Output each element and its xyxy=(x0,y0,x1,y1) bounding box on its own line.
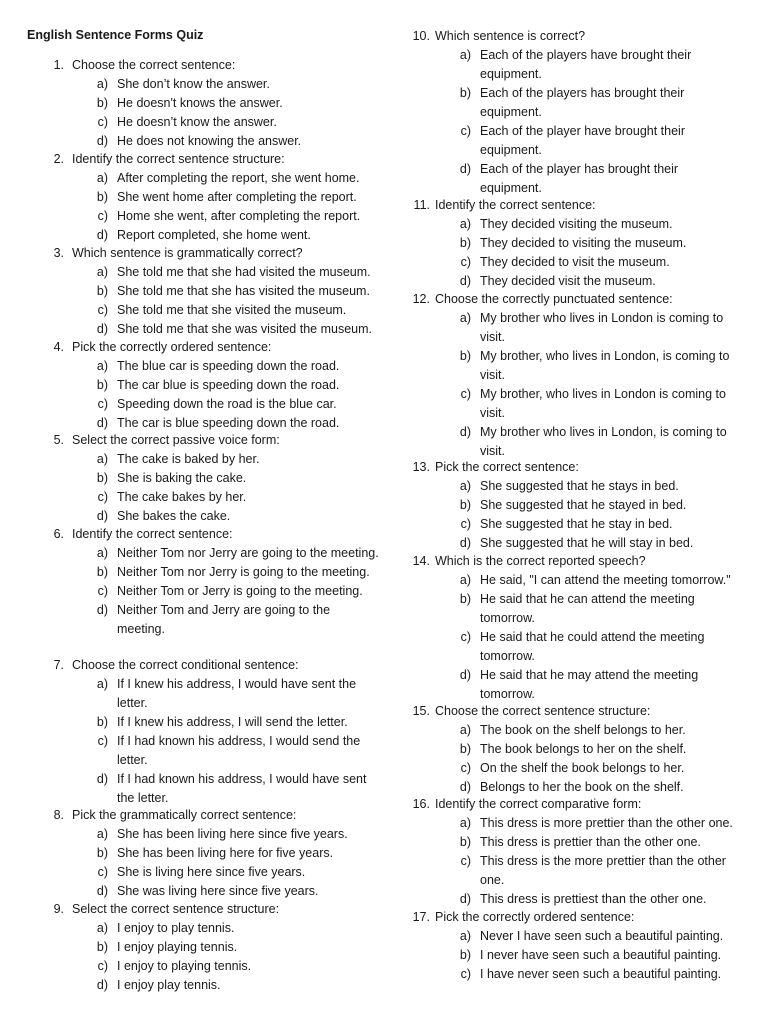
option-text: Home she went, after completing the report. xyxy=(117,209,361,223)
option-d xyxy=(0,890,768,909)
option-text: Speeding down the road is the blue car. xyxy=(117,397,337,411)
option-text: I enjoy to playing tennis. xyxy=(117,959,252,973)
option-c xyxy=(0,759,768,778)
question-14 xyxy=(0,552,768,704)
option-letter: d) xyxy=(459,425,471,439)
option-letter: b) xyxy=(96,190,108,204)
question-line xyxy=(0,552,768,571)
option-text: They decided to visit the museum. xyxy=(480,255,670,269)
option-text: The car blue is speeding down the road. xyxy=(117,378,340,392)
option-letter: c) xyxy=(97,959,108,973)
option-c xyxy=(0,852,768,890)
option-letter: c) xyxy=(460,630,471,644)
option-letter: d) xyxy=(459,892,471,906)
question-number: 8. xyxy=(53,808,64,822)
option-letter: b) xyxy=(459,349,471,363)
option-text: She told me that she had visited the museum. xyxy=(117,265,371,279)
option-text: Never I have seen such a beautiful painting. xyxy=(480,929,724,943)
option-c xyxy=(0,253,768,272)
option-text: Neither Tom or Jerry is going to the meeting. xyxy=(117,584,363,598)
question-text: Select the correct sentence structure: xyxy=(72,902,280,916)
question-text: Choose the correct sentence structure: xyxy=(435,704,651,718)
option-c xyxy=(0,385,768,423)
option-letter: c) xyxy=(97,303,108,317)
option-letter: a) xyxy=(459,479,471,493)
option-text: The book on the shelf belongs to her. xyxy=(480,723,686,737)
option-letter: a) xyxy=(96,265,108,279)
question-number: 6. xyxy=(53,527,64,541)
option-text: She has been living here for five years. xyxy=(117,846,334,860)
option-letter: c) xyxy=(97,115,108,129)
option-text: On the shelf the book belongs to her. xyxy=(480,761,685,775)
option-letter: d) xyxy=(96,603,108,617)
option-text: Neither Tom nor Jerry is going to the meeting. xyxy=(117,565,370,579)
option-text: If I had known his address, I would send the letter. xyxy=(117,734,361,767)
option-text: She suggested that he will stay in bed. xyxy=(480,536,694,550)
option-text: If I had known his address, I would have sent the letter. xyxy=(117,772,367,805)
option-text: Each of the player has brought their equipment. xyxy=(480,162,679,195)
question-number: 15. xyxy=(412,704,430,718)
option-text: This dress is more prettier than the other one. xyxy=(480,816,733,830)
option-text: She suggested that he stayed in bed. xyxy=(480,498,687,512)
question-13 xyxy=(0,458,768,553)
option-text: Report completed, she home went. xyxy=(117,228,311,242)
option-letter: c) xyxy=(97,584,108,598)
option-text: She don’t know the answer. xyxy=(117,77,270,91)
option-letter: b) xyxy=(459,498,471,512)
question-number: 11. xyxy=(413,198,430,212)
option-c xyxy=(0,965,768,984)
question-line xyxy=(0,196,768,215)
option-letter: c) xyxy=(97,865,108,879)
option-text: Each of the player have brought their equipment. xyxy=(480,124,685,157)
question-15 xyxy=(0,702,768,797)
option-letter: a) xyxy=(96,77,108,91)
option-b xyxy=(0,84,768,122)
option-letter: b) xyxy=(459,592,471,606)
question-number: 1. xyxy=(53,58,64,72)
option-text: The blue car is speeding down the road. xyxy=(117,359,340,373)
option-b xyxy=(0,833,768,852)
option-c xyxy=(0,122,768,160)
option-letter: c) xyxy=(97,209,108,223)
option-letter: d) xyxy=(96,978,108,992)
option-letter: b) xyxy=(96,715,108,729)
option-letter: a) xyxy=(459,217,471,231)
option-text: She is living here since five years. xyxy=(117,865,306,879)
question-text: Identify the correct comparative form: xyxy=(435,797,642,811)
option-letter: b) xyxy=(459,236,471,250)
option-a xyxy=(0,571,768,590)
option-d xyxy=(0,534,768,553)
option-d xyxy=(0,160,768,198)
option-letter: d) xyxy=(459,274,471,288)
option-a xyxy=(0,215,768,234)
option-letter: a) xyxy=(96,359,108,373)
option-text: This dress is prettier than the other one. xyxy=(480,835,701,849)
option-letter: a) xyxy=(459,48,471,62)
option-letter: b) xyxy=(96,284,108,298)
question-17 xyxy=(0,908,768,984)
option-text: He said that he could attend the meeting tomorrow. xyxy=(480,630,705,663)
question-text: Which is the correct reported speech? xyxy=(435,554,646,568)
option-a xyxy=(0,46,768,84)
option-text: They decided visiting the museum. xyxy=(480,217,673,231)
option-text: The cake bakes by her. xyxy=(117,490,247,504)
question-number: 16. xyxy=(412,797,430,811)
option-text: He doesn’t know the answer. xyxy=(117,115,277,129)
question-line xyxy=(0,702,768,721)
option-letter: a) xyxy=(459,573,471,587)
question-text: Identify the correct sentence structure: xyxy=(72,152,285,166)
option-letter: c) xyxy=(460,517,471,531)
option-text: Neither Tom nor Jerry are going to the meeting. xyxy=(117,546,379,560)
option-a xyxy=(0,477,768,496)
option-text: They decided to visiting the museum. xyxy=(480,236,687,250)
option-text: She told me that she visited the museum. xyxy=(117,303,347,317)
option-b xyxy=(0,740,768,759)
question-11 xyxy=(0,196,768,291)
option-d xyxy=(0,666,768,704)
option-text: The cake is baked by her. xyxy=(117,452,260,466)
question-line xyxy=(0,27,768,46)
option-text: She told me that she has visited the museum. xyxy=(117,284,370,298)
option-letter: a) xyxy=(459,311,471,325)
option-text: The book belongs to her on the shelf. xyxy=(480,742,687,756)
question-number: 9. xyxy=(53,902,64,916)
question-text: Which sentence is grammatically correct? xyxy=(72,246,303,260)
question-number: 4. xyxy=(53,340,64,354)
option-letter: b) xyxy=(96,96,108,110)
option-a xyxy=(0,927,768,946)
question-number: 3. xyxy=(53,246,64,260)
option-letter: d) xyxy=(459,162,471,176)
option-letter: b) xyxy=(96,378,108,392)
option-letter: b) xyxy=(96,846,108,860)
option-b xyxy=(0,496,768,515)
option-letter: c) xyxy=(460,967,471,981)
question-number: 14. xyxy=(412,554,430,568)
option-text: Neither Tom and Jerry are going to the meeting. xyxy=(117,603,331,636)
option-text: She suggested that he stay in bed. xyxy=(480,517,673,531)
option-text: This dress is prettiest than the other one. xyxy=(480,892,707,906)
question-10 xyxy=(0,27,768,198)
option-letter: d) xyxy=(459,668,471,682)
question-number: 17. xyxy=(412,910,430,924)
option-text: My brother who lives in London, is coming to visit. xyxy=(480,425,727,458)
option-b xyxy=(0,347,768,385)
option-letter: d) xyxy=(96,884,108,898)
option-text: She suggested that he stays in bed. xyxy=(480,479,679,493)
question-text: Pick the correctly ordered sentence: xyxy=(435,910,635,924)
option-text: She went home after completing the report. xyxy=(117,190,357,204)
question-number: 12. xyxy=(412,292,430,306)
option-letter: d) xyxy=(96,416,108,430)
option-text: If I knew his address, I will send the letter. xyxy=(117,715,348,729)
option-letter: d) xyxy=(96,228,108,242)
question-text: Identify the correct sentence: xyxy=(435,198,596,212)
option-letter: b) xyxy=(459,835,471,849)
option-letter: a) xyxy=(96,921,108,935)
option-text: After completing the report, she went home. xyxy=(117,171,360,185)
option-text: She bakes the cake. xyxy=(117,509,231,523)
question-text: Choose the correct conditional sentence: xyxy=(72,658,299,672)
option-letter: b) xyxy=(459,948,471,962)
quiz-title: English Sentence Forms Quiz xyxy=(27,28,204,42)
option-text: Each of the players have brought their equipment. xyxy=(480,48,692,81)
option-letter: d) xyxy=(96,509,108,523)
option-letter: b) xyxy=(459,742,471,756)
option-c xyxy=(0,628,768,666)
option-a xyxy=(0,814,768,833)
question-line xyxy=(0,458,768,477)
option-letter: d) xyxy=(96,322,108,336)
option-b xyxy=(0,590,768,628)
question-line xyxy=(0,908,768,927)
question-text: Choose the correct sentence: xyxy=(72,58,236,72)
question-text: Pick the correctly ordered sentence: xyxy=(72,340,272,354)
option-text: They decided visit the museum. xyxy=(480,274,656,288)
option-letter: a) xyxy=(96,677,108,691)
option-letter: c) xyxy=(460,761,471,775)
option-letter: a) xyxy=(96,171,108,185)
option-letter: c) xyxy=(460,387,471,401)
question-line xyxy=(0,795,768,814)
option-letter: c) xyxy=(97,734,108,748)
option-letter: c) xyxy=(460,255,471,269)
option-letter: a) xyxy=(96,827,108,841)
option-letter: b) xyxy=(96,940,108,954)
option-letter: b) xyxy=(96,565,108,579)
option-text: My brother, who lives in London, is coming to visit. xyxy=(480,349,730,382)
option-letter: d) xyxy=(96,134,108,148)
option-text: He said that he can attend the meeting tomorrow. xyxy=(480,592,695,625)
question-number: 7. xyxy=(53,658,64,672)
question-number: 2. xyxy=(53,152,64,166)
option-text: He said that he may attend the meeting tomorrow. xyxy=(480,668,699,701)
option-text: I enjoy to play tennis. xyxy=(117,921,235,935)
option-text: I enjoy playing tennis. xyxy=(117,940,238,954)
option-letter: d) xyxy=(96,772,108,786)
option-a xyxy=(0,309,768,347)
question-number: 10. xyxy=(412,29,430,43)
question-text: Which sentence is correct? xyxy=(435,29,586,43)
option-letter: c) xyxy=(460,854,471,868)
option-letter: c) xyxy=(97,397,108,411)
option-text: I never have seen such a beautiful painting. xyxy=(480,948,722,962)
option-letter: b) xyxy=(459,86,471,100)
option-text: He does not knowing the answer. xyxy=(117,134,302,148)
option-text: He doesn't knows the answer. xyxy=(117,96,283,110)
option-text: My brother who lives in London is coming to visit. xyxy=(480,311,724,344)
option-text: I enjoy play tennis. xyxy=(117,978,221,992)
option-letter: a) xyxy=(459,816,471,830)
question-line xyxy=(0,290,768,309)
option-letter: b) xyxy=(96,471,108,485)
option-d xyxy=(0,423,768,461)
option-letter: a) xyxy=(96,452,108,466)
question-16 xyxy=(0,795,768,909)
question-text: Identify the correct sentence: xyxy=(72,527,233,541)
option-text: She has been living here since five years. xyxy=(117,827,348,841)
question-12 xyxy=(0,290,768,461)
option-letter: d) xyxy=(459,780,471,794)
option-letter: a) xyxy=(459,929,471,943)
question-text: Pick the grammatically correct sentence: xyxy=(72,808,297,822)
option-text: She told me that she was visited the museum. xyxy=(117,322,372,336)
option-text: Belongs to her the book on the shelf. xyxy=(480,780,684,794)
option-text: I have never seen such a beautiful painting. xyxy=(480,967,722,981)
option-letter: c) xyxy=(460,124,471,138)
option-letter: c) xyxy=(97,490,108,504)
option-b xyxy=(0,234,768,253)
option-letter: a) xyxy=(96,546,108,560)
option-text: Each of the players has brought their equipment. xyxy=(480,86,685,119)
question-text: Choose the correctly punctuated sentence: xyxy=(435,292,673,306)
option-text: The car is blue speeding down the road. xyxy=(117,416,340,430)
option-a xyxy=(0,721,768,740)
option-d xyxy=(0,272,768,291)
option-letter: d) xyxy=(459,536,471,550)
option-text: She was living here since five years. xyxy=(117,884,319,898)
option-text: If I knew his address, I would have sent the letter. xyxy=(117,677,357,710)
option-c xyxy=(0,515,768,534)
option-text: He said, "I can attend the meeting tomorrow." xyxy=(480,573,731,587)
option-text: My brother, who lives in London is coming to visit. xyxy=(480,387,726,420)
question-number: 13. xyxy=(412,460,430,474)
option-text: She is baking the cake. xyxy=(117,471,247,485)
question-number: 5. xyxy=(53,433,64,447)
option-text: This dress is the more prettier than the other one. xyxy=(480,854,726,887)
option-letter: a) xyxy=(459,723,471,737)
question-text: Pick the correct sentence: xyxy=(435,460,579,474)
option-b xyxy=(0,946,768,965)
question-text: Select the correct passive voice form: xyxy=(72,433,280,447)
